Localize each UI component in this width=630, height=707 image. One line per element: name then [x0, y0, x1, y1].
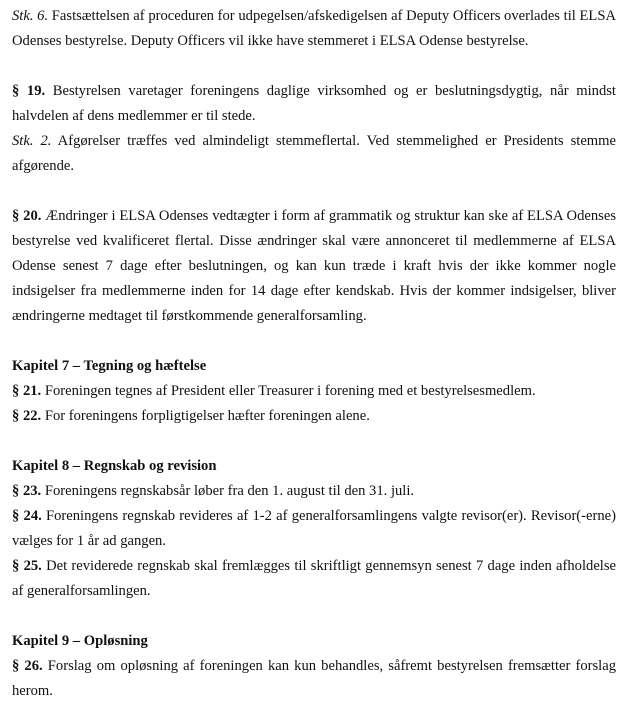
section-label: § 26. [12, 658, 43, 674]
document-page [12, 0, 616, 704]
paragraph-text: Foreningen tegnes af President eller Treasurer i forening med et bestyrelsesmedlem. [41, 383, 536, 399]
paragraph-s25 [12, 554, 616, 604]
section-label: § 24. [12, 508, 42, 524]
section-label: § 21. [12, 383, 42, 399]
paragraph-text: Fastsættelsen af proceduren for udpegelsen/afskedigelsen af Deputy Officers overlades til ELSA Odenses bestyrelse. Deputy Officers vil ikke have stemmeret i ELSA Odense bestyrelse. [12, 8, 616, 49]
chapter-8-heading: Kapitel 8 – Regnskab og revision [12, 458, 217, 474]
paragraph-s18-stk6 [12, 4, 616, 54]
paragraph-s20 [12, 204, 616, 329]
section-label: § 19. [12, 83, 46, 99]
spacer [12, 429, 616, 454]
spacer [12, 179, 616, 204]
section-label: § 23. [12, 483, 42, 499]
chapter-9-heading: Kapitel 9 – Opløsning [12, 633, 148, 649]
chapter-7-heading: Kapitel 7 – Tegning og hæftelse [12, 358, 207, 374]
spacer [12, 329, 616, 354]
paragraph-s21 [12, 379, 616, 404]
stk-label: Stk. 6. [12, 8, 49, 24]
paragraph-s19-stk2 [12, 129, 616, 179]
paragraph-s24 [12, 504, 616, 554]
spacer [12, 54, 616, 79]
paragraph-text: For foreningens forpligtigelser hæfter foreningen alene. [41, 408, 370, 424]
paragraph-text: Forslag om opløsning af foreningen kan kun behandles, såfremt bestyrelsen fremsætter forslag herom. [12, 658, 617, 699]
spacer [12, 604, 616, 629]
paragraph-text: Bestyrelsen varetager foreningens daglige virksomhed og er beslutningsdygtig, når mindst halvdelen af dens medlemmer er til stede. [12, 83, 616, 124]
paragraph-text: Ændringer i ELSA Odenses vedtægter i form af grammatik og struktur kan ske af ELSA Odenses bestyrelse ved kvalificeret flertal. Disse ændringer skal være annonceret til medlemmerne af ELSA Odense senest 7 dage efter beslutningen, og kan kun træde i kraft hvis der ikke kommer nogle indsigelser fra medlemmerne inden for 14 dage efter kendskab. Hvis der kommer indsigelser, bliver ændringerne medtaget til førstkommende generalforsamling. [12, 208, 617, 324]
section-label: § 25. [12, 558, 42, 574]
section-label: § 22. [12, 408, 42, 424]
paragraph-text: Afgørelser træffes ved almindeligt stemmeflertal. Ved stemmelighed er Presidents stemme afgørende. [12, 133, 616, 174]
paragraph-s19 [12, 79, 616, 129]
section-label: § 20. [12, 208, 42, 224]
paragraph-s23 [12, 479, 616, 504]
paragraph-s22 [12, 404, 616, 429]
paragraph-text: Foreningens regnskab revideres af 1-2 af generalforsamlingens valgte revisor(er). Revisor(-erne) vælges for 1 år ad gangen. [12, 508, 616, 549]
paragraph-text: Det reviderede regnskab skal fremlægges til skriftligt gennemsyn senest 7 dage inden afholdelse af generalforsamlingen. [12, 558, 617, 599]
stk-label: Stk. 2. [12, 133, 52, 149]
paragraph-s26 [12, 654, 616, 704]
paragraph-text: Foreningens regnskabsår løber fra den 1. august til den 31. juli. [41, 483, 415, 499]
